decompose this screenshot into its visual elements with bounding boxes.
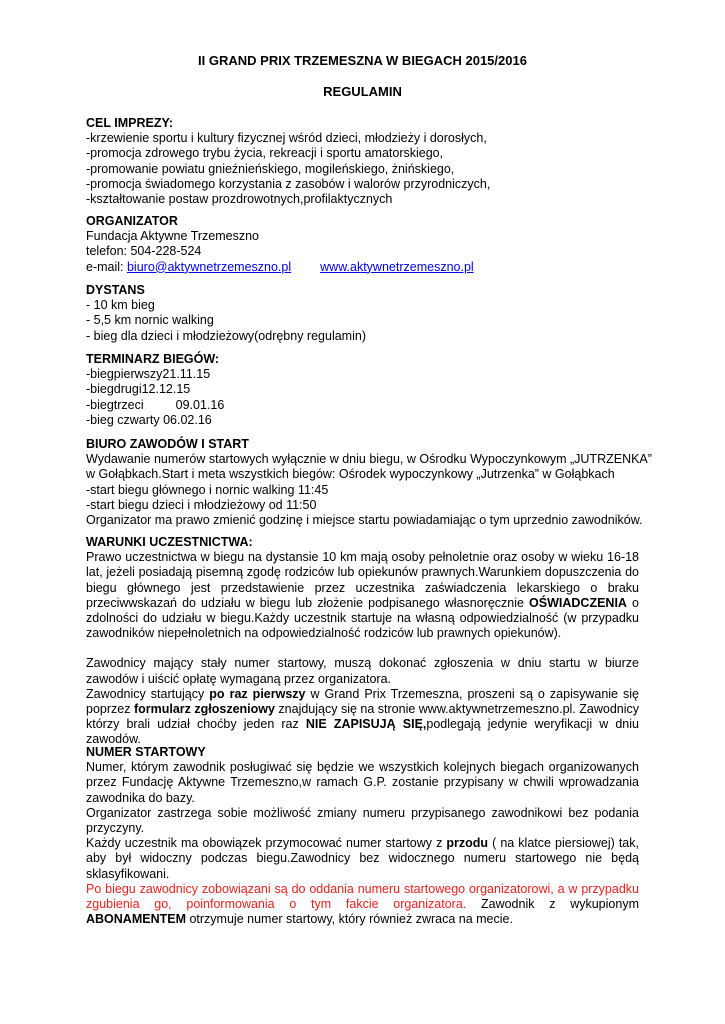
email-label: e-mail: [86,259,127,274]
schedule-item: -bieg czwarty 06.02.16 [86,412,212,427]
office-line: -start biegu głównego i nornic walking 11:45 [86,482,329,497]
distance-item: - 10 km bieg [86,298,155,313]
goals-item: -kształtowanie postaw prozdrowotnych,profilaktycznych [86,192,393,207]
section-office-start [86,437,652,528]
section-goals [86,116,639,207]
start-number-paragraph: Po biegu zawodnicy zobowiązani są do oddania numeru startowego organizatorowi, a w przypadku zgubienia go, poinformowania o tym fakcie organizatora. Zawodnik z wykupionym ABONAMENTEM otrzymuje numer startowy, który również zwraca na mecie. [86,881,639,927]
section-conditions [86,535,639,748]
goals-item: -promocja świadomego korzystania z zasobów i walorów przyrodniczych, [86,176,491,191]
office-heading: BIURO ZAWODÓW I START [86,437,249,451]
schedule-item: -biegdrugi12.12.15 [86,382,191,397]
distance-item: - bieg dla dzieci i młodzieżowy(odrębny regulamin) [86,328,366,343]
section-organizer [86,214,639,275]
goals-heading: CEL IMPREZY: [86,116,174,130]
schedule-item-label: -biegtrzeci [86,397,144,412]
office-line: Organizator ma prawo zmienić godzinę i miejsce startu powiadamiając o tym uprzednio zawodników. [86,513,643,528]
goals-item: -promowanie powiatu gnieźnieńskiego, mogileńskiego, żnińskiego, [86,161,455,176]
document-title: II GRAND PRIX TRZEMESZNA W BIEGACH 2015/2016 [198,53,527,68]
schedule-item-date: 09.01.16 [175,397,225,412]
organizer-name: Fundacja Aktywne Trzemeszno [86,229,259,244]
email-link[interactable]: biuro@aktywnetrzemeszno.pl [126,259,292,274]
website-link[interactable]: www.aktywnetrzemeszno.pl [320,259,474,274]
start-number-heading: NUMER STARTOWY [86,745,206,759]
schedule-heading: TERMINARZ BIEGÓW: [86,352,220,366]
schedule-item: -biegpierwszy21.11.15 [86,367,211,382]
office-line: w Gołąbkach.Start i meta wszystkich biegów: Ośrodek wypoczynkowy „Jutrzenka” w Gołąbkach [86,467,615,482]
start-number-paragraph: Numer, którym zawodnik posługiwać się będzie we wszystkich kolejnych biegach organizowanych przez Fundację Aktywne Trzemeszno,w ramach G.P. zostanie przypisany w chwili wprowadzania zawodnika do bazy. [86,760,639,805]
section-distance [86,283,639,344]
schedule-item [86,398,639,413]
organizer-heading: ORGANIZATOR [86,214,178,228]
conditions-heading: WARUNKI UCZESTNICTWA: [86,535,253,549]
office-line: Wydawanie numerów startowych wyłącznie w dniu biegu, w Ośrodku Wypoczynkowym „JUTRZENKA” [86,452,652,467]
goals-item: -krzewienie sportu i kultury fizycznej wśród dzieci, młodzieży i dorosłych, [86,131,487,146]
organizer-contact-row [86,260,639,275]
goals-item: -promocja zdrowego trybu życia, rekreacji i sportu amatorskiego, [86,146,444,161]
document-subtitle: REGULAMIN [323,84,402,99]
section-start-number [86,745,639,927]
distance-heading: DYSTANS [86,283,145,297]
office-line: -start biegu dzieci i młodzieżowy od 11:50 [86,497,317,512]
start-number-paragraph: Organizator zastrzega sobie możliwość zmiany numeru przypisanego zawodnikowi bez podania przyczyny. [86,805,639,836]
section-schedule [86,352,639,428]
conditions-paragraph: Zawodnicy mający stały numer startowy, muszą dokonać zgłoszenia w dniu startu w biurze zawodów i uiścić opłatę wymaganą przez organizatora. [86,656,639,686]
conditions-paragraph: Prawo uczestnictwa w biegu na dystansie 10 km mają osoby pełnoletnie oraz osoby w wieku 16-18 lat, jeżeli posiadają pisemną zgodę rodziców lub opiekunów prawnych.Warunkiem dopuszczenia do biegu głównego jest przedstawienie przez uczestnika zaświadczenia lekarskiego o braku przeciwwskazań do udziału w biegu lub złożenie podpisanego własnoręcznie OŚWIADCZENIA o zdolności do udziału w biegu.Każdy uczestnik startuje na własną odpowiedzialność (w przypadku zawodników niepełnoletnich na odpowiedzialność rodziców lub prawnych opiekunów). [86,550,639,641]
organizer-phone: telefon: 504-228-524 [86,244,202,259]
return-number-warning: Po biegu zawodnicy zobowiązani są do oddania numeru startowego organizatorowi, a w przypadku zgubienia go, poinformowania o tym fakcie organizatora. [86,881,639,912]
declaration-emphasis: OŚWIADCZENIA [529,595,627,610]
distance-item: - 5,5 km nornic walking [86,313,214,328]
conditions-paragraph: Zawodnicy startujący po raz pierwszy w Grand Prix Trzemeszna, proszeni są o zapisywanie się poprzez formularz zgłoszeniowy znajdujący się na stronie www.aktywnetrzemeszno.pl. Zawodnicy którzy brali udział choćby jeden raz NIE ZAPISUJĄ SIĘ,podlegają jedynie weryfikacji w dniu zawodów. [86,686,640,747]
start-number-paragraph: Każdy uczestnik ma obowiązek przymocować numer startowy z przodu ( na klatce piersiowej) tak, aby był widoczny podczas biegu.Zawodnicy bez widocznego numeru startowego nie będą sklasyfikowani. [86,836,639,881]
